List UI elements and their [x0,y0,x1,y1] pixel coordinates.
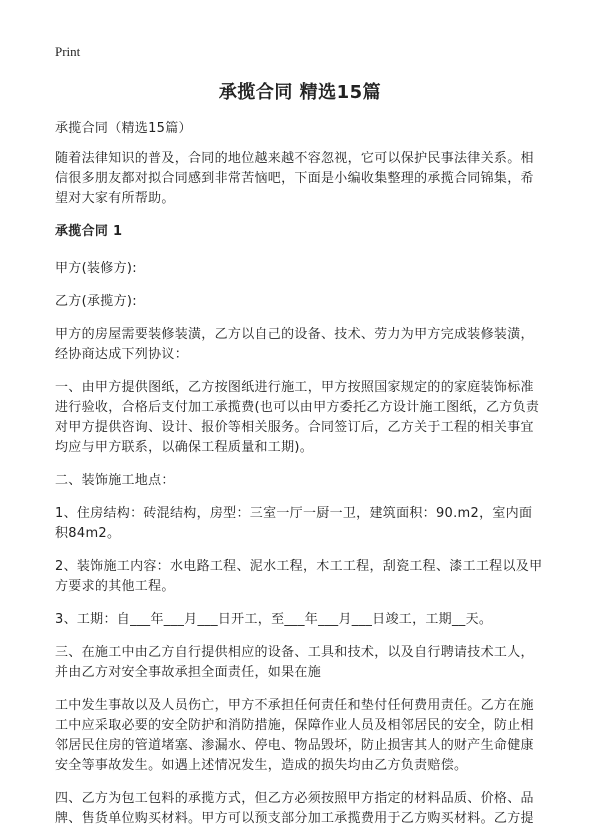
page-title: 承揽合同 精选15篇 [218,82,382,103]
paragraph: 工中发生事故以及人员伤亡，甲方不承担任何责任和垫付任何费用责任。乙方在施工中应采取必要的安全防护和消防措施，保障作业人员及相邻居民的安全，防止相邻居民住房的管道堵塞、渗漏水、停电、物品毁坏，防止损害其人的财产生命健康安全等事故发生。如遇上述情况发生，造成的损失均由乙方负责赔偿。 [55,698,534,773]
paragraph: 二、装饰施工地点： [55,473,175,488]
party-b-label: 乙方(承揽方): [55,294,137,309]
document-subtitle: 承揽合同（精选15篇） [55,121,192,136]
document-body [55,78,545,829]
party-a-label: 甲方(装修方): [55,261,137,276]
paragraph: 1、住房结构：砖混结构，房型：三室一厅一厨一卫，建筑面积：90.m2，室内面积84m2。 [55,506,533,541]
intro-paragraph: 随着法律知识的普及，合同的地位越来越不容忽视，它可以保护民事法律关系。相信很多朋友都对拟合同感到非常苦恼吧，下面是小编收集整理的承揽合同锦集，希望对大家有所帮助。 [55,151,534,206]
paragraph: 甲方的房屋需要装修装潢，乙方以自己的设备、技术、劳力为甲方完成装修装潢，经协商达成下列协议： [55,327,534,362]
paragraph: 一、由甲方提供图纸，乙方按图纸进行施工，甲方按照国家规定的的家庭装饰标准进行验收，合格后支付加工承揽费(也可以由甲方委托乙方设计施工图纸，乙方负责对甲方提供咨询、设计、报价等相关服务。合同签订后，乙方关于工程的相关事宜均应与甲方联系，以确保工程质量和工期)。 [55,380,540,455]
paragraph: 3、工期：自___年___月___日开工，至___年___月___日竣工，工期__天。 [55,612,493,627]
section-heading: 承揽合同 1 [55,224,123,239]
paragraph: 三、在施工中由乙方自行提供相应的设备、工具和技术，以及自行聘请技术工人，并由乙方对安全事故承担全面责任，如果在施 [55,645,534,680]
paragraph: 四、乙方为包工包料的承揽方式，但乙方必须按照甲方指定的材料品质、价格、品牌、售货单位购买材料。甲方可以预支部分加工承揽费用于乙方购买材料。乙方提 [55,791,534,826]
paragraph: 2、装饰施工内容：水电路工程、泥水工程，木工工程，刮瓷工程、漆工工程以及甲方要求的其他工程。 [55,559,543,594]
print-link[interactable]: Print [55,44,81,59]
